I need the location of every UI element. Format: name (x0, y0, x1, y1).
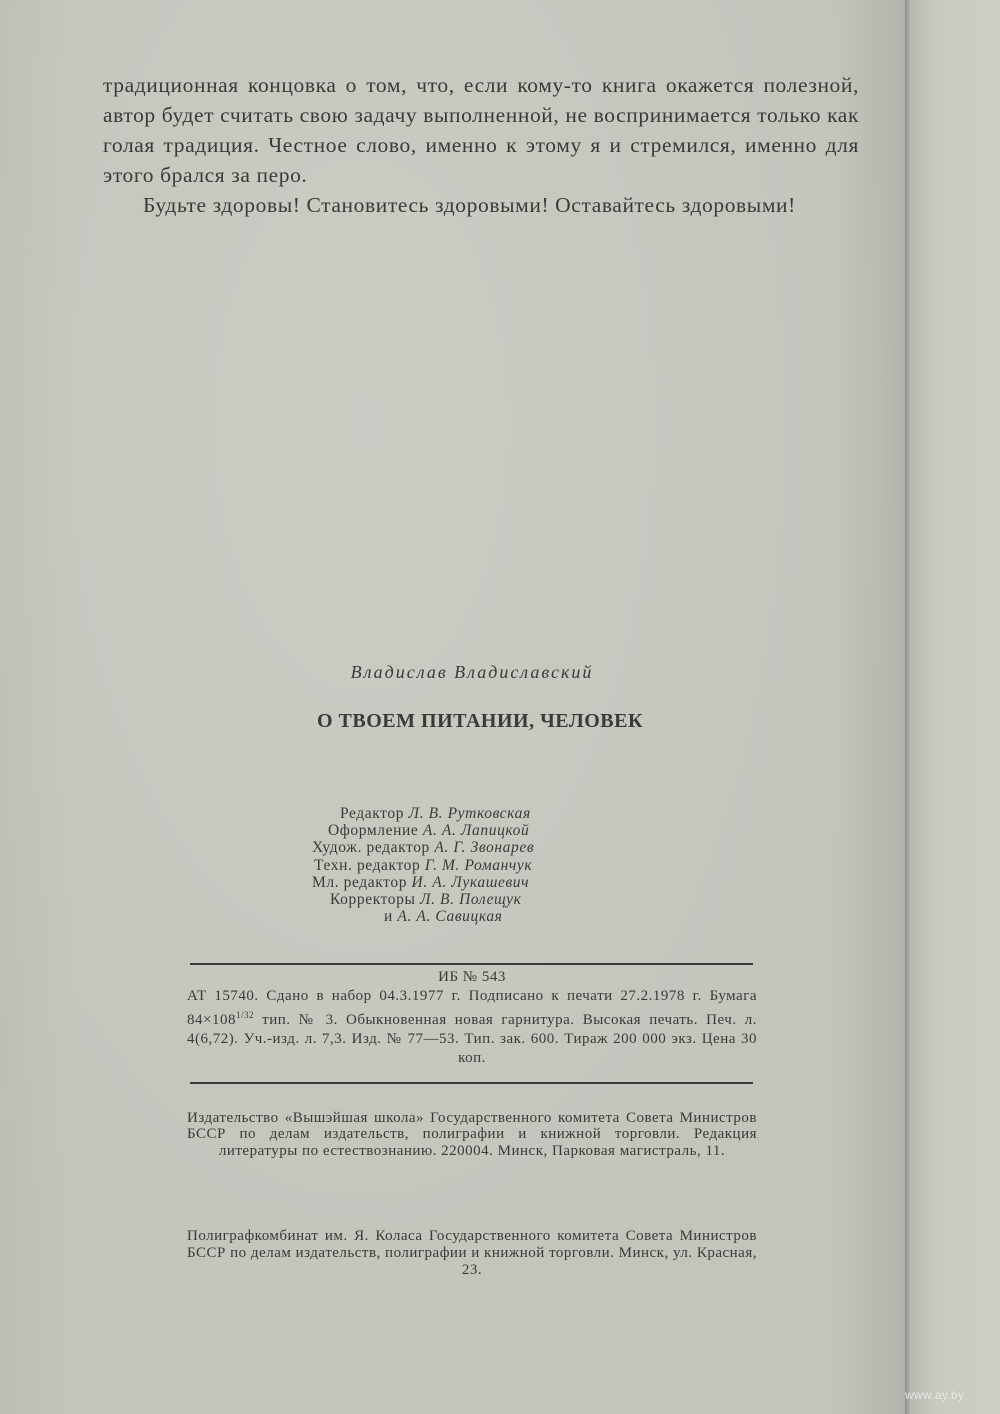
printer-text: Полиграфкомбинат им. Я. Коласа Государственного комитета Совета Министров БССР по делам издательств, полиграфии и книжной торговли. Минск, ул. Красная, 23. (187, 1228, 757, 1278)
credit-name: А. А. Лапицкой (422, 822, 530, 840)
credit-name: Г. М. Романчук (424, 856, 533, 874)
credit-name: Л. В. Рутковская (408, 805, 531, 822)
ib-number: ИБ № 543 (438, 969, 506, 985)
imprint-details-part2: тип. № 3. Обыкновенная новая гарнитура. Высокая печать. Печ. л. 4(6,72). Уч.-изд. л. 7,3. Изд. № 77—53. Тип. зак. 600. Тираж 200 000 экз. Цена 30 коп. (187, 1012, 757, 1066)
imprint-block (187, 968, 757, 1068)
credit-junior-editor (300, 874, 640, 891)
credits-block (300, 805, 640, 925)
body-paragraph-1: традиционная концовка о том, что, если кому-то книга окажется полезной, автор будет считать свою задачу выполненной, не воспринимается только как голая традиция. Честное слово, именно к этому я и стремился, именно для этого брался за перо. (103, 73, 859, 187)
paper-fraction: 1/32 (235, 1010, 254, 1020)
credit-role: и (384, 908, 393, 926)
imprint-details-part1: АТ 15740. Сдано в набор 04.3.1977 г. Подписано к печати 27.2.1978 г. Бумага 84×108 (187, 988, 757, 1028)
credit-editor (300, 805, 640, 822)
credit-design (300, 822, 640, 839)
divider-top (190, 963, 753, 965)
credit-tech-editor (300, 857, 640, 874)
credit-role: Оформление (328, 822, 419, 840)
printer-block (187, 1228, 757, 1279)
book-title: О ТВОЕМ ПИТАНИИ, ЧЕЛОВЕК (317, 710, 643, 732)
credit-proofreaders (300, 891, 640, 908)
credit-name: А. Г. Звонарев (434, 839, 535, 857)
divider-bottom (190, 1082, 753, 1084)
credit-role: Мл. редактор (312, 873, 408, 891)
credit-role: Корректоры (330, 891, 416, 909)
credit-art-editor (300, 839, 640, 856)
credit-role: Худож. редактор (312, 839, 430, 857)
publisher-block (187, 1110, 757, 1159)
body-text (103, 70, 859, 220)
imprint-details (187, 987, 757, 1068)
credit-role: Редактор (340, 805, 405, 822)
page-edge (905, 0, 1000, 1414)
body-paragraph-2: Будьте здоровы! Становитесь здоровыми! Оставайтесь здоровыми! (143, 193, 796, 217)
watermark: www.ay.by (905, 1388, 965, 1402)
credit-name: Л. В. Полещук (420, 891, 522, 909)
credit-name: И. А. Лукашевич (411, 873, 530, 891)
credit-role: Техн. редактор (314, 856, 421, 874)
credit-proofreader-2 (300, 908, 640, 925)
credit-name: А. А. Савицкая (397, 908, 503, 926)
author-name: Владислав Владиславский (350, 662, 594, 682)
publisher-text: Издательство «Вышэйшая школа» Государственного комитета Совета Министров БССР по делам издательств, полиграфии и книжной торговли. Редакция литературы по естествознанию. 220004. Минск, Парковая магистраль, 11. (187, 1110, 757, 1159)
